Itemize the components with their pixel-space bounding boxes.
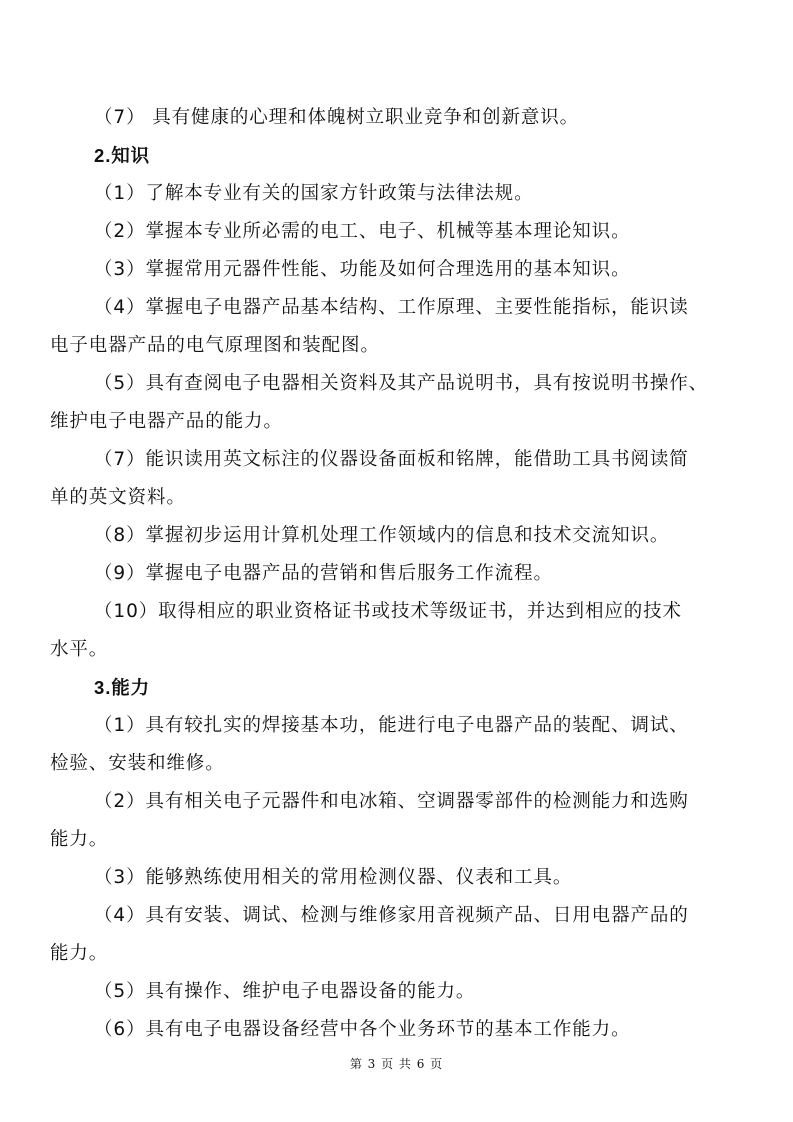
list-item: （9）掌握电子电器产品的营销和售后服务工作流程。 [94, 563, 553, 584]
list-item: （1）具有较扎实的焊接基本功，能进行电子电器产品的装配、调试、 [94, 715, 689, 736]
section-heading-knowledge: 2.知识 [94, 145, 151, 166]
list-item: （4）掌握电子电器产品基本结构、工作原理、主要性能指标，能识读 [94, 297, 689, 318]
document-body [50, 99, 750, 1049]
list-item: （2）掌握本专业所必需的电工、电子、机械等基本理论知识。 [94, 221, 631, 242]
section-heading-ability: 3.能力 [94, 677, 151, 698]
list-item-continuation: 单的英文资料。 [50, 487, 186, 508]
list-item: （6）具有电子电器设备经营中各个业务环节的基本工作能力。 [94, 1019, 631, 1040]
list-item-continuation: 水平。 [50, 639, 109, 660]
list-item-continuation: 能力。 [50, 943, 109, 964]
list-item: （3）掌握常用元器件性能、功能及如何合理选用的基本知识。 [94, 259, 631, 280]
list-item: （4）具有安装、调试、检测与维修家用音视频产品、日用电器产品的 [94, 905, 689, 926]
list-item: （7）能识读用英文标注的仪器设备面板和铭牌，能借助工具书阅读简 [94, 449, 689, 470]
list-item: （5）具有操作、维护电子电器设备的能力。 [94, 981, 476, 1002]
list-item-continuation: 检验、安装和维修。 [50, 753, 225, 774]
list-item: （8）掌握初步运用计算机处理工作领域内的信息和技术交流知识。 [94, 525, 670, 546]
list-item: （5）具有查阅电子电器相关资料及其产品说明书，具有按说明书操作、 [94, 373, 709, 394]
list-item-continuation: 能力。 [50, 829, 109, 850]
list-item-continuation: 电子电器产品的电气原理图和装配图。 [50, 335, 380, 356]
page-footer: 第 3 页 共 6 页 [349, 1057, 444, 1071]
list-item: （2）具有相关电子元器件和电冰箱、空调器零部件的检测能力和选购 [94, 791, 689, 812]
list-item: （7） 具有健康的心理和体魄树立职业竞争和创新意识。 [94, 107, 580, 128]
list-item: （3）能够熟练使用相关的常用检测仪器、仪表和工具。 [94, 867, 573, 888]
list-item-continuation: 维护电子电器产品的能力。 [50, 411, 283, 432]
list-item: （1）了解本专业有关的国家方针政策与法律法规。 [94, 183, 534, 204]
list-item: （10）取得相应的职业资格证书或技术等级证书，并达到相应的技术 [94, 601, 682, 622]
